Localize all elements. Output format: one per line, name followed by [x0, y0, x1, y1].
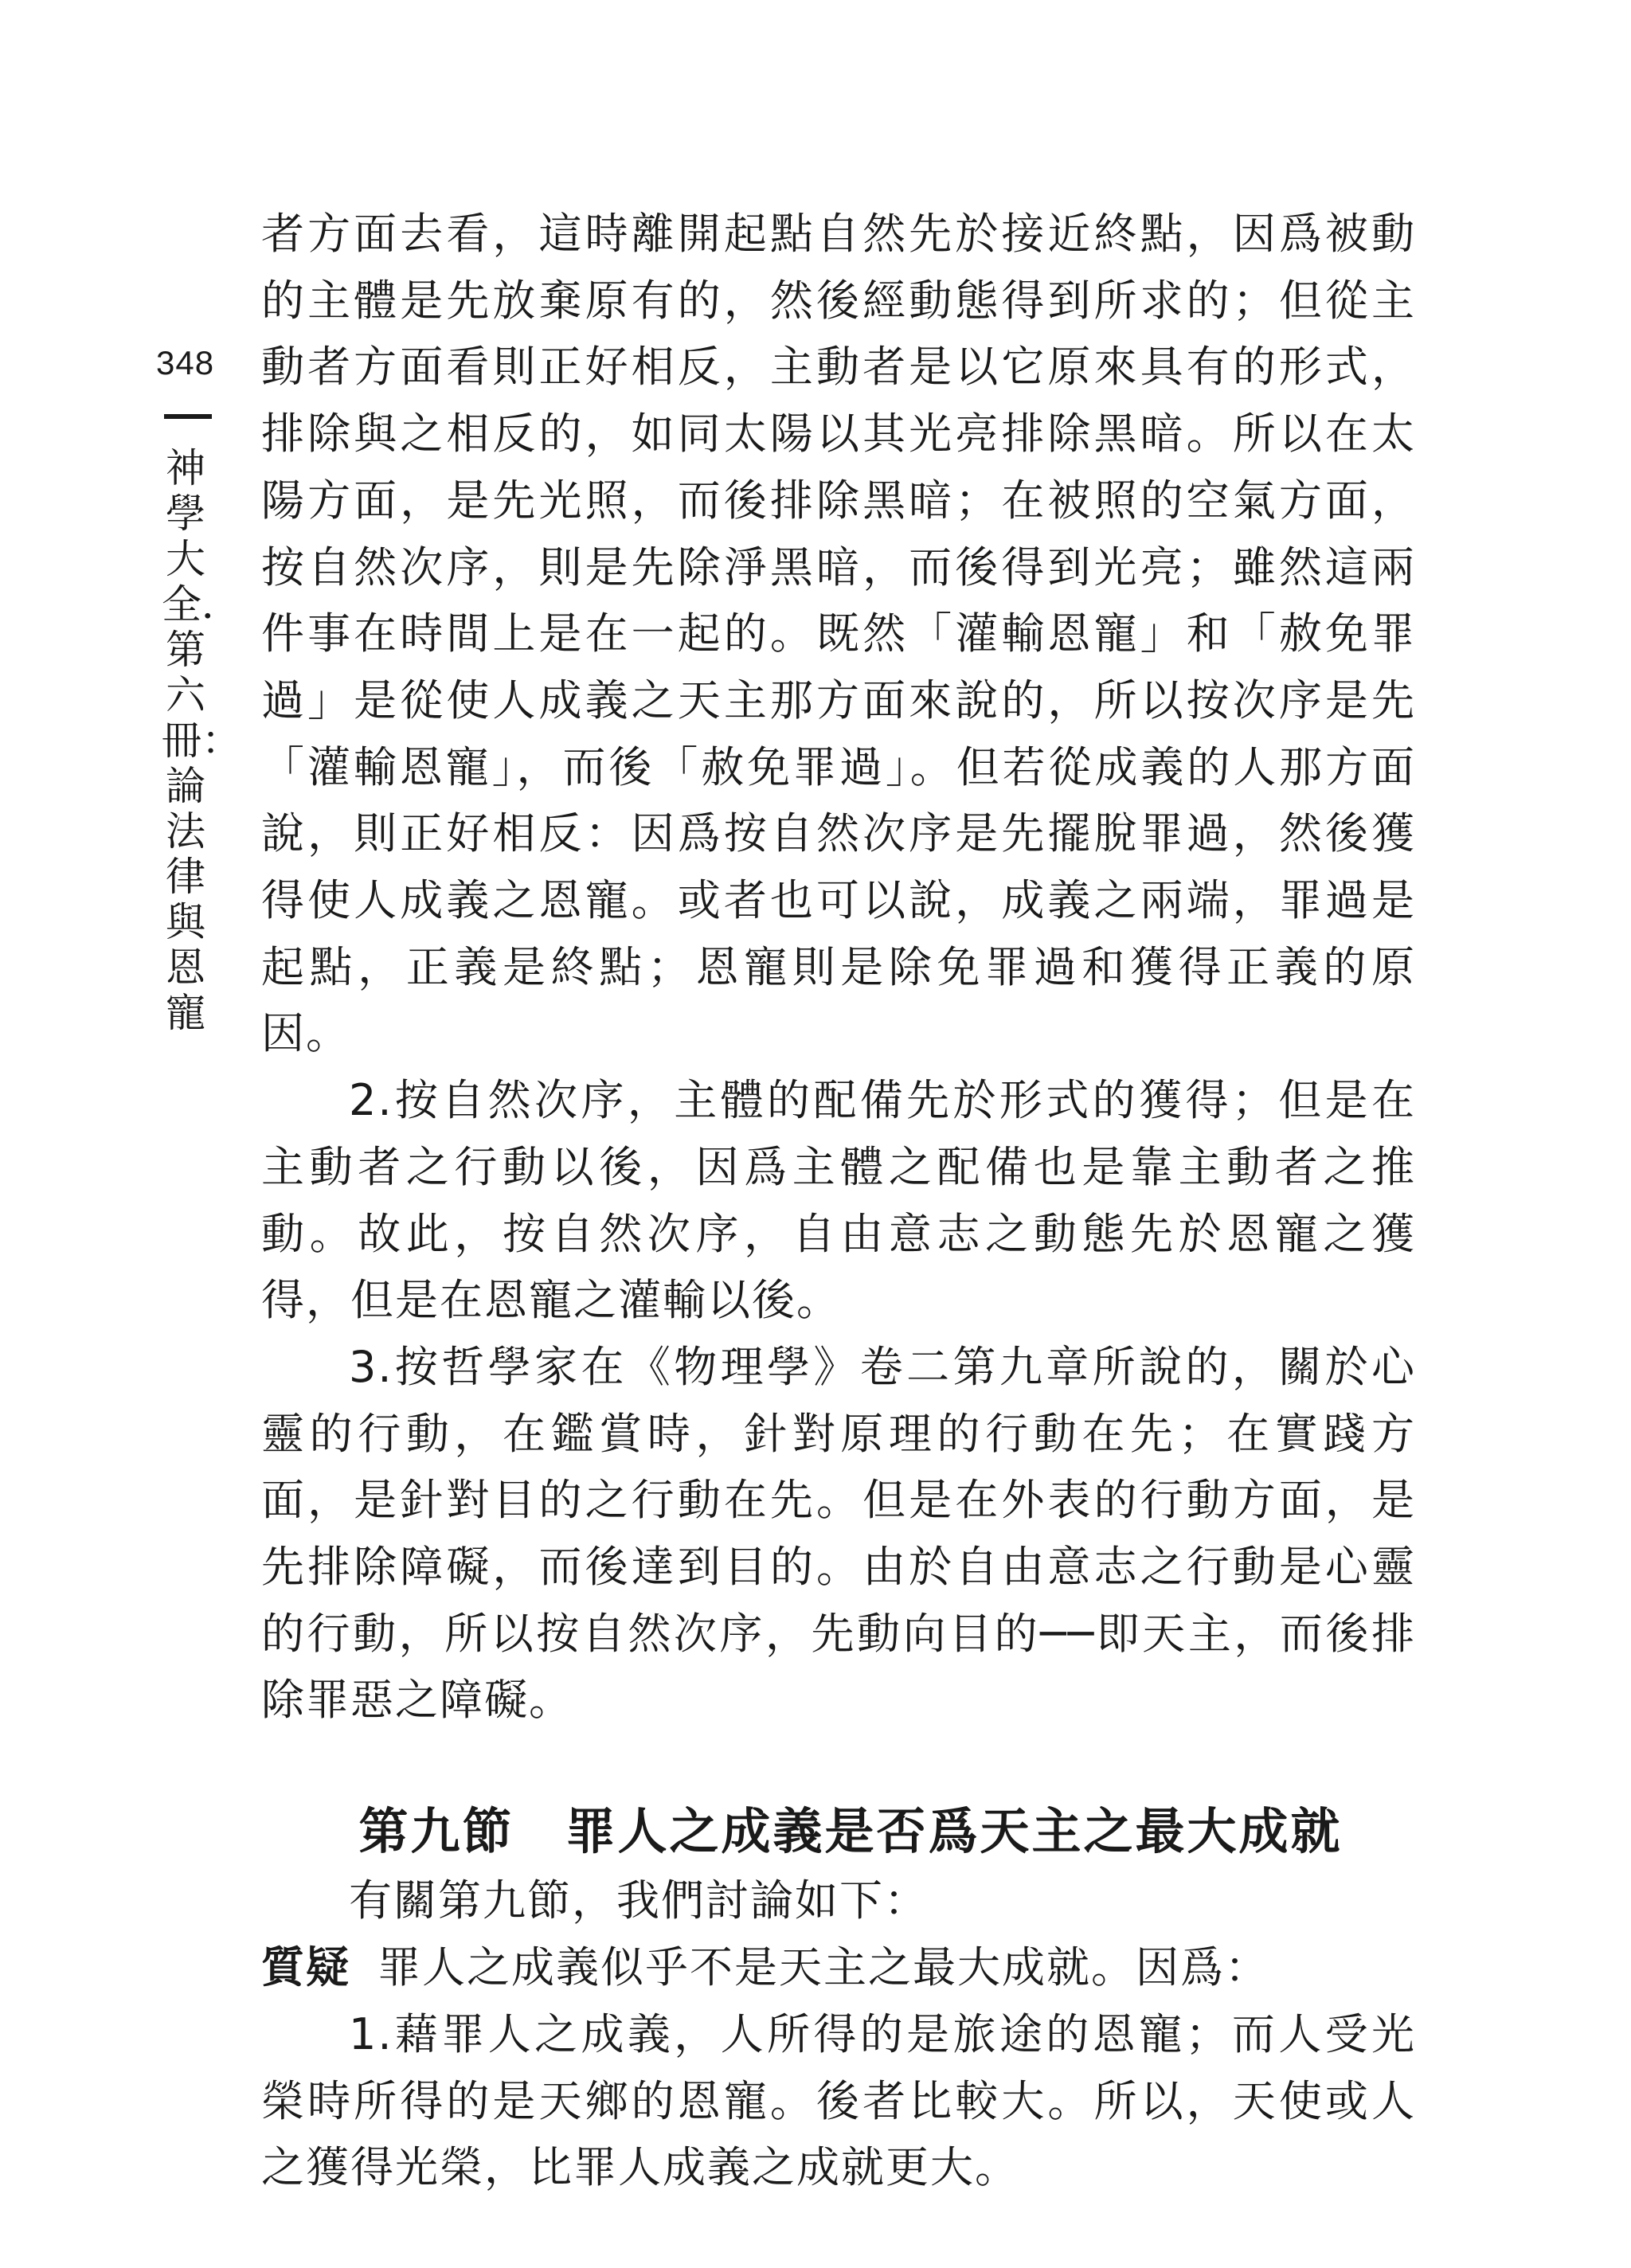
running-head: 神學大全．第六冊：論法律與恩寵: [162, 445, 241, 1036]
page-number: 348: [156, 344, 215, 381]
paragraph-continued-reply: 者方面去看，這時離開起點自然先於接近終點，因爲被動的主體是先放棄原有的，然後經動態得到所求的；但從主動者方面看則正好相反，主動者是以它原來具有的形式，排除與之相反的，如同太陽以其光亮排除黑暗。所以在太陽方面，是先光照，而後排除黑暗；在被照的空氣方面，按自然次序，則是先除淨黑暗，而後得到光亮；雖然這兩件事在時間上是在一起的。既然「灌輸恩寵」和「赦免罪過」是從使人成義之天主那方面來說的，所以按次序是先「灌輸恩寵」，而後「赦免罪過」。但若從成義的人那方面說，則正好相反：因爲按自然次序是先擺脫罪過，然後獲得使人成義之恩寵。或者也可以說，成義之兩端，罪過是起點，正義是終點；恩寵則是除免罪過和獲得正義的原因。: [261, 209, 1416, 1059]
page-body: [261, 201, 1416, 2201]
paragraph-reply-3: 3.按哲學家在《物理學》卷二第九章所說的，關於心靈的行動，在鑑賞時，針對原理的行動在先；在實踐方面，是針對目的之行動在先。但是在外表的行動方面，是先排除障礙，而後達到目的。由於自由意志之行動是心靈的行動，所以按自然次序，先動向目的──即天主，而後排除罪惡之障礙。: [261, 1341, 1416, 1726]
section-intro: 有關第九節，我們討論如下：: [349, 1875, 929, 1926]
section-title: 第九節 罪人之成義是否爲天主之最大成就: [358, 1802, 1343, 1861]
paragraph-reply-2: 2.按自然次序，主體的配備先於形式的獲得；但是在主動者之行動以後，因爲主體之配備也是靠主動者之推動。故此，按自然次序，自由意志之動態先於恩寵之獲得，但是在恩寵之灌輸以後。: [261, 1075, 1416, 1326]
objection-line: [261, 1934, 1416, 2001]
objection-label: 質疑: [261, 1941, 350, 1992]
objection-text: 罪人之成義似乎不是天主之最大成就。因爲：: [377, 1941, 1269, 1992]
paragraph-objection-1: 1.藉罪人之成義，人所得的是旅途的恩寵；而人受光榮時所得的是天鄉的恩寵。後者比較大。所以，天使或人之獲得光榮，比罪人成義之成就更大。: [261, 2008, 1416, 2193]
margin-rule: [164, 414, 212, 419]
